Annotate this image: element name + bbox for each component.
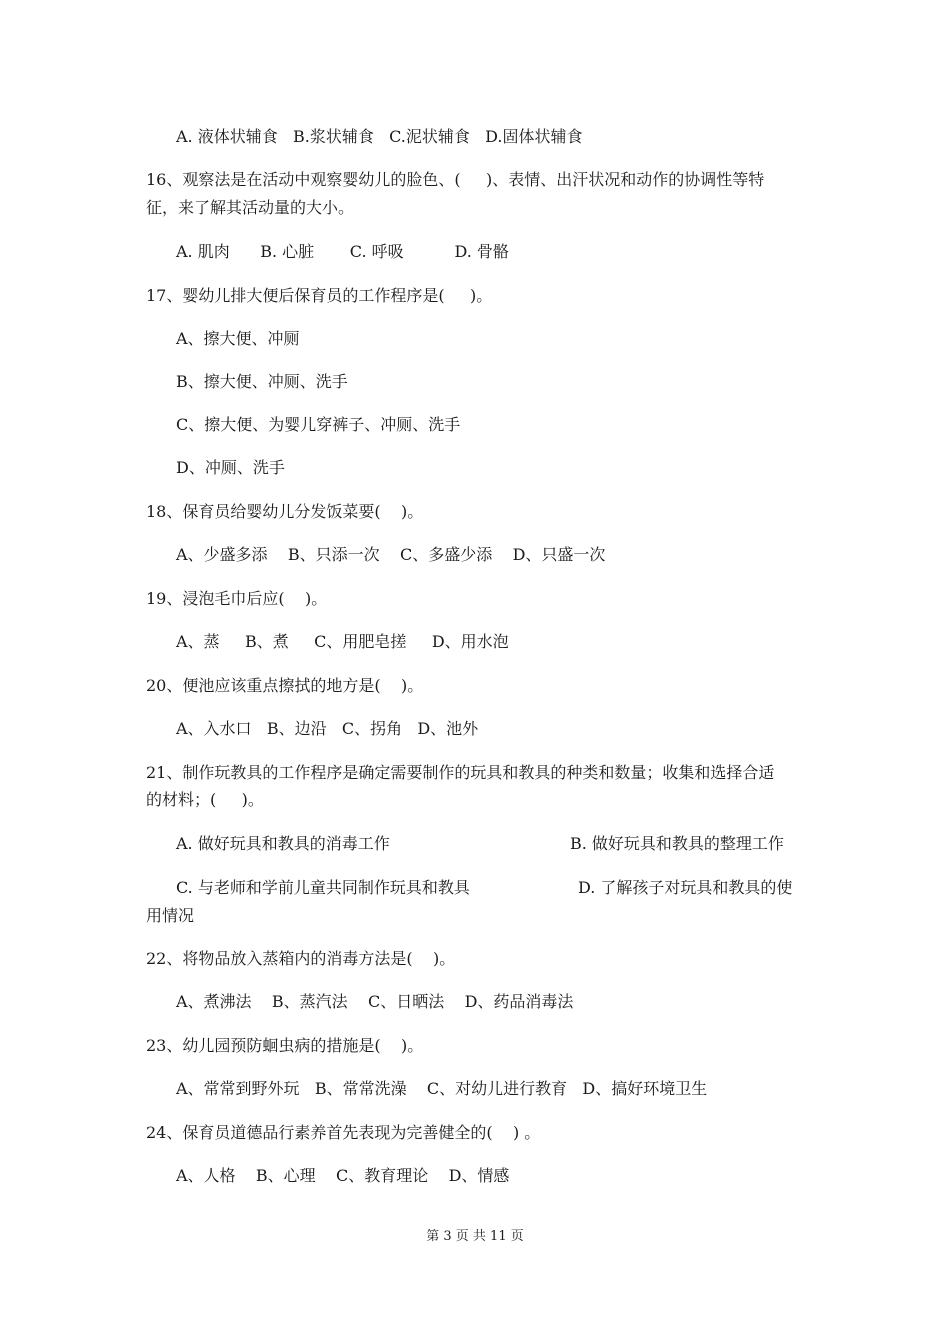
- q23-options: A、常常到野外玩 B、常常洗澡 C、对幼儿进行教育 D、搞好环境卫生: [176, 1079, 708, 1098]
- q16-options: A. 肌肉 B. 心脏 C. 呼吸 D. 骨骼: [176, 242, 509, 261]
- q21-stem-line2: 的材料；( )。: [146, 790, 264, 809]
- q24-stem: 24、保育员道德品行素养首先表现为完善健全的( ) 。: [146, 1123, 541, 1142]
- q19-stem: 19、浸泡毛巾后应( )。: [146, 589, 328, 608]
- q17-option-d: D、冲厕、洗手: [176, 458, 285, 477]
- q15-options: A. 液体状辅食 B.浆状辅食 C.泥状辅食 D.固体状辅食: [176, 127, 583, 146]
- q17-option-b: B、擦大便、冲厕、洗手: [176, 372, 348, 391]
- q21-option-c: C. 与老师和学前儿童共同制作玩具和教具: [176, 878, 470, 897]
- q21-option-d: D. 了解孩子对玩具和教具的使: [578, 878, 793, 897]
- q21-option-b: B. 做好玩具和教具的整理工作: [570, 834, 784, 853]
- q22-options: A、煮沸法 B、蒸汽法 C、日晒法 D、药品消毒法: [176, 992, 574, 1011]
- q22-stem: 22、将物品放入蒸箱内的消毒方法是( )。: [146, 949, 456, 968]
- page-number-footer: 第 3 页 共 11 页: [426, 1229, 524, 1244]
- q16-stem-line2: 征，来了解其活动量的大小。: [146, 198, 355, 217]
- q18-stem: 18、保育员给婴幼儿分发饭菜要( )。: [146, 502, 424, 521]
- q23-stem: 23、幼儿园预防蛔虫病的措施是( )。: [146, 1036, 424, 1055]
- q21-option-a: A. 做好玩具和教具的消毒工作: [176, 834, 390, 853]
- q20-stem: 20、便池应该重点擦拭的地方是( )。: [146, 676, 424, 695]
- q20-options: A、入水口 B、边沿 C、拐角 D、池外: [176, 719, 479, 738]
- q21-stem-line1: 21、制作玩教具的工作程序是确定需要制作的玩具和教具的种类和数量；收集和选择合适: [146, 763, 775, 782]
- q19-options: A、蒸 B、煮 C、用肥皂搓 D、用水泡: [176, 632, 509, 651]
- q24-options: A、人格 B、心理 C、教育理论 D、情感: [176, 1166, 510, 1185]
- q18-options: A、少盛多添 B、只添一次 C、多盛少添 D、只盛一次: [176, 545, 606, 564]
- q17-option-c: C、擦大便、为婴儿穿裤子、冲厕、洗手: [176, 415, 461, 434]
- q17-stem: 17、婴幼儿排大便后保育员的工作程序是( )。: [146, 286, 493, 305]
- q17-option-a: A、擦大便、冲厕: [176, 329, 300, 348]
- q16-stem-line1: 16、观察法是在活动中观察婴幼儿的脸色、( )、表情、出汗状况和动作的协调性等特: [146, 170, 765, 189]
- q21-option-d-continued: 用情况: [146, 906, 195, 925]
